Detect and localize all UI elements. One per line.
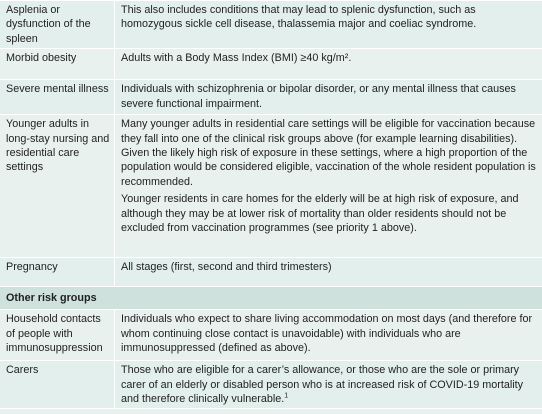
- group-name: Morbid obesity: [0, 49, 115, 80]
- group-description: Individuals with schizophrenia or bipolar disorder, or any mental illness that causes severe functional impairment.: [115, 80, 542, 115]
- group-name: Carers: [0, 361, 115, 409]
- group-name: Pregnancy: [0, 258, 115, 287]
- group-name: Asplenia or dysfunction of the spleen: [0, 1, 115, 49]
- group-description: Individuals who expect to share living accommodation on most days (and therefore for whom continuing close contact is unavoidable) with individuals who are immunosuppressed (defined as above).: [115, 310, 542, 361]
- group-description: [115, 361, 542, 409]
- group-name: Household contacts of people with immunosuppression: [0, 310, 115, 361]
- group-description: All stages (first, second and third trimesters): [115, 258, 542, 287]
- table-row: [0, 80, 542, 115]
- description-paragraph: Younger residents in care homes for the elderly will be at high risk of exposure, and although they may be at lower risk of mortality than older residents should not be excluded from vaccination programmes (see priority 1 above).: [121, 193, 519, 235]
- table-row: [0, 361, 542, 409]
- table-row: [0, 310, 542, 361]
- group-name: Younger adults in long-stay nursing and residential care settings: [0, 115, 115, 258]
- group-description: Adults with a Body Mass Index (BMI) ≥40 kg/m².: [115, 49, 542, 80]
- table-row: [0, 258, 542, 287]
- group-name: Severe mental illness: [0, 80, 115, 115]
- group-description: This also includes conditions that may lead to splenic dysfunction, such as homozygous sickle cell disease, thalassemia major and coeliac syndrome.: [115, 1, 542, 49]
- table-row: [0, 49, 542, 80]
- section-heading: Other risk groups: [0, 287, 542, 310]
- table-row: [0, 1, 542, 49]
- footnote-marker: 1: [284, 392, 289, 400]
- table-row: [0, 115, 542, 258]
- section-header-row: [0, 287, 542, 310]
- description-text: Those who are eligible for a carer’s allowance, or those who are the sole or primary carer of an elderly or disabled person who is at increased risk of COVID-19 mortality and therefore clinically vulnerable.: [121, 364, 524, 406]
- description-paragraph: Many younger adults in residential care settings will be eligible for vaccination because they fall into one of the clinical risk groups above (for example learning disabilities). Given the likely high risk of exposure in these settings, where a high proportion of the population would be considered eligible, vaccination of the whole resident population is recommended.: [121, 118, 536, 188]
- group-description: [115, 115, 542, 258]
